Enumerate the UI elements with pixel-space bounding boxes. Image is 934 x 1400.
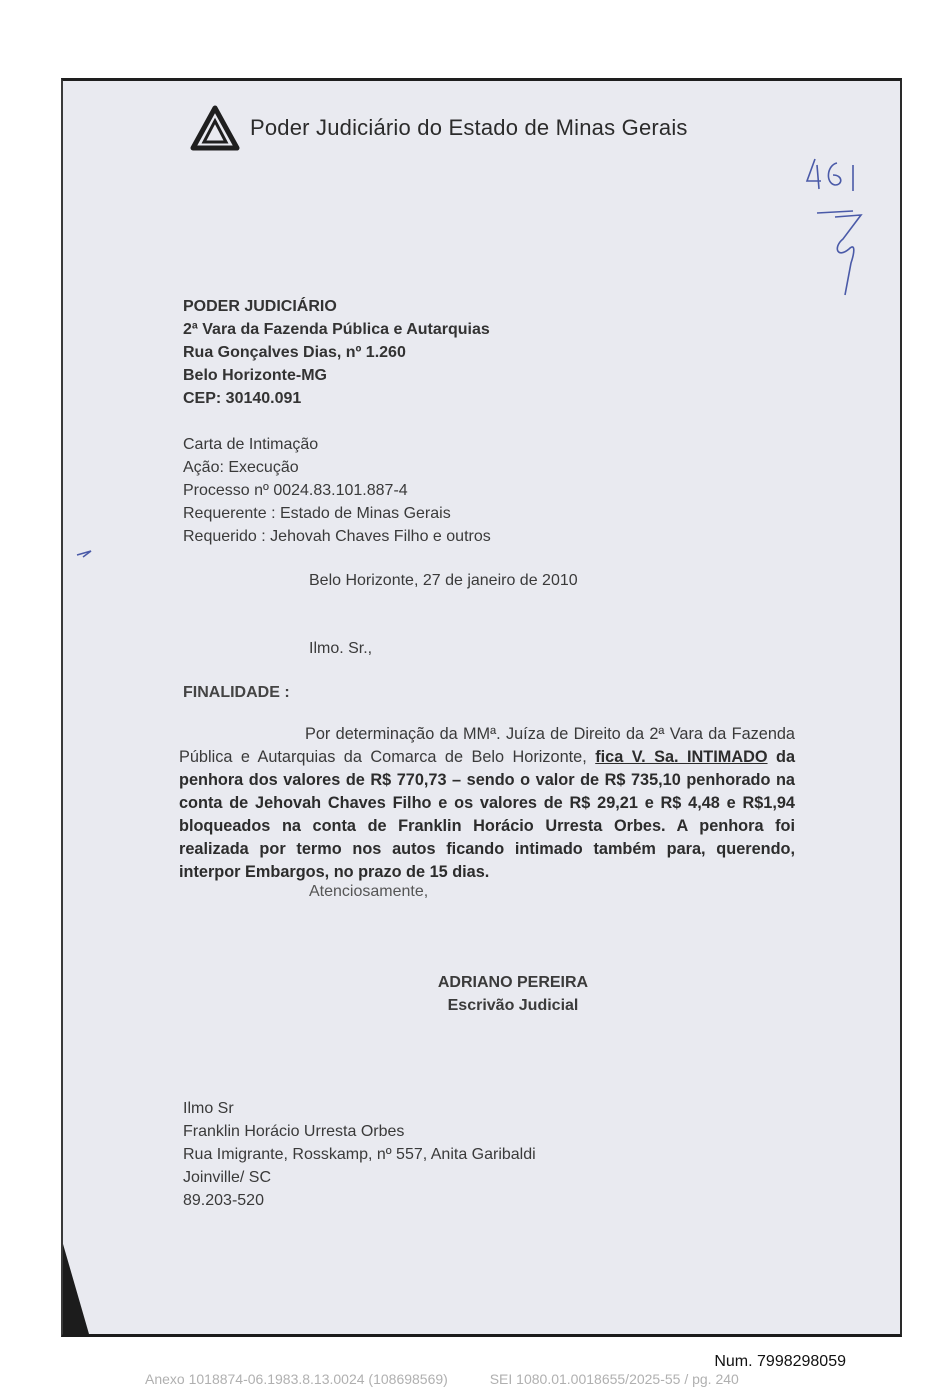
body-notice: fica V. Sa. INTIMADO	[595, 748, 768, 766]
sender-block	[183, 295, 490, 410]
finalidade-label: FINALIDADE :	[183, 684, 290, 701]
letterhead-title: Poder Judiciário do Estado de Minas Gerais	[250, 115, 688, 140]
scan-edge-shadow	[63, 1244, 93, 1334]
body-detail: da penhora dos valores de R$ 770,73 – sendo o valor de R$ 735,10 penhorado na conta de Jehovah Chaves Filho e os valores de R$ 29,21 e R$ 4,48 e R$1,94 bloqueados na conta de Franklin Horácio Urresta Orbes. A penhora foi realizada por termo nos autos ficando intimado também para, querendo, interpor Embargos, no prazo de 15 dias.	[179, 748, 796, 881]
action-type: Ação: Execução	[183, 459, 299, 476]
recipient-line: Rua Imigrante, Rosskamp, nº 557, Anita Garibaldi	[183, 1146, 536, 1163]
recipient-line: Joinville/ SC	[183, 1169, 272, 1186]
signer-title: Escrivão Judicial	[447, 997, 579, 1014]
recipient-line: Franklin Horácio Urresta Orbes	[183, 1123, 405, 1140]
footer-sei: SEI 1080.01.0018655/2025-55 / pg. 240	[489, 1371, 739, 1387]
letter-body	[179, 723, 795, 884]
body-intro: Por determinação da MMª. Juíza de Direito da 2ª Vara da Fazenda Pública e Autarquias da Comarca de Belo Horizonte,	[179, 725, 795, 766]
triangle-logo-icon	[190, 105, 240, 151]
document-number: Num. 7998298059	[714, 1353, 846, 1370]
footer-annex: Anexo 1018874-06.1983.8.13.0024 (108698569)	[145, 1371, 448, 1387]
doc-type: Carta de Intimação	[183, 436, 319, 453]
letterhead	[190, 105, 688, 151]
sender-line: Belo Horizonte-MG	[183, 367, 327, 384]
recipient-line: 89.203-520	[183, 1192, 264, 1209]
letter-date: Belo Horizonte, 27 de janeiro de 2010	[309, 572, 578, 589]
plaintiff: Requerente : Estado de Minas Gerais	[183, 505, 451, 522]
scanned-page	[61, 78, 902, 1337]
sender-line: PODER JUDICIÁRIO	[183, 298, 337, 315]
recipient-address	[183, 1097, 536, 1212]
handwritten-mark	[75, 547, 95, 559]
sender-line: Rua Gonçalves Dias, nº 1.260	[183, 344, 406, 361]
sender-line: CEP: 30140.091	[183, 390, 302, 407]
process-number: Processo nº 0024.83.101.887-4	[183, 482, 408, 499]
recipient-line: Ilmo Sr	[183, 1100, 234, 1117]
closing: Atenciosamente,	[309, 883, 429, 900]
signature-block	[423, 971, 603, 1017]
greeting: Ilmo. Sr.,	[309, 640, 373, 657]
footer	[145, 1371, 777, 1387]
sender-line: 2ª Vara da Fazenda Pública e Autarquias	[183, 321, 490, 338]
defendant: Requerido : Jehovah Chaves Filho e outros	[183, 528, 491, 545]
case-info	[183, 433, 491, 548]
handwritten-page-number	[803, 151, 873, 301]
signer-name: ADRIANO PEREIRA	[437, 974, 589, 991]
